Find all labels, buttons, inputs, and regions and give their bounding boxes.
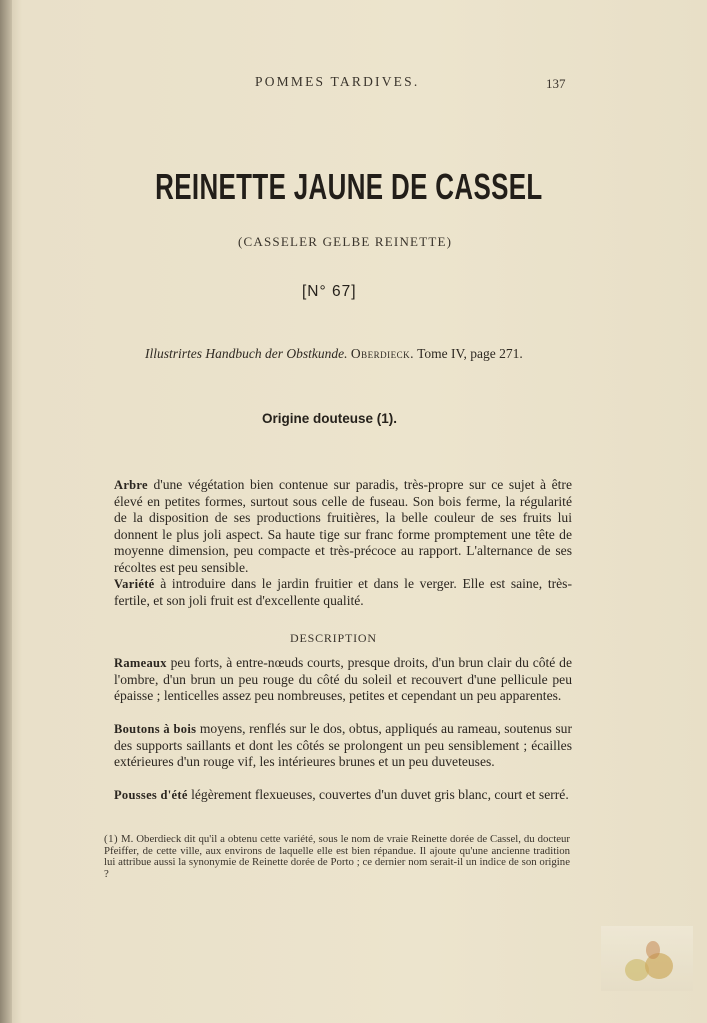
paragraph-lead: Rameaux bbox=[114, 656, 167, 670]
book-spine-shadow bbox=[0, 0, 12, 1023]
paragraph-lead: Variété bbox=[114, 577, 155, 591]
paragraph-lead: Arbre bbox=[114, 478, 148, 492]
apple-thumbnail-icon bbox=[601, 926, 693, 991]
paragraph-variete bbox=[114, 576, 572, 609]
footnote-mark: (1) bbox=[104, 833, 119, 845]
running-head: POMMES TARDIVES. bbox=[255, 74, 420, 89]
footnote-text: M. Oberdieck dit qu'il a obtenu cette variété, sous le nom de vraie Reinette dorée de Cassel, du docteur Pfeiffer, de cette ville, aux environs de laquelle elle est bien répandue. Il ajoute qu'une ancienne tradition lui attribue aussi la synonymie de Reinette dorée de Porto ; ce dernier nom serait-il un indice de son origine ? bbox=[104, 833, 570, 880]
variety-number: [N° 67] bbox=[302, 283, 357, 300]
paragraph-lead: Pousses d'été bbox=[114, 788, 188, 802]
paragraph-rameaux bbox=[114, 655, 572, 705]
paragraph-pousses bbox=[114, 787, 572, 804]
citation bbox=[145, 346, 523, 362]
paragraph-text: d'une végétation bien contenue sur paradis, très-propre sur ce sujet à être élevé en petites formes, surtout sous celle de fuseau. Son bois ferme, la régularité de la disposition de ses productions fruitières, la belle couleur de ses fruits lui donnent le plus joli aspect. Sa haute tige sur franc forme promptement une tête de moyenne dimension, peu compacte et très-précoce au rapport. L'alternance de ses récoltes est peu sensible. bbox=[114, 477, 572, 575]
paragraph-text: à introduire dans le jardin fruitier et dans le verger. Elle est saine, très-fertile, et son joli fruit est d'excellente qualité. bbox=[114, 576, 572, 608]
corner-thumbnail bbox=[601, 926, 693, 991]
description-heading: DESCRIPTION bbox=[290, 631, 377, 645]
page-title: REINETTE JAUNE DE CASSEL bbox=[155, 166, 543, 207]
citation-location: Tome IV, page 271. bbox=[417, 346, 523, 361]
footnote bbox=[104, 834, 570, 880]
paragraph-text: moyens, renflés sur le dos, obtus, appliqués au rameau, soutenus sur des supports saillants et dont les côtés se prolongent un peu sensiblement ; écailles extérieures d'un rouge vif, les intérieures brunes et un peu duveteuses. bbox=[114, 721, 572, 770]
paragraph-text: peu forts, à entre-nœuds courts, presque droits, d'un brun clair du côté de l'ombre, d'un brun un peu rouge du côté du soleil et recouvert d'une pellicule peu épaisse ; lenticelles assez peu nombreuses, petites et cependant un peu apparentes. bbox=[114, 655, 572, 704]
paragraph-lead: Boutons à bois bbox=[114, 722, 197, 736]
origin-line: Origine douteuse (1). bbox=[262, 411, 398, 426]
page-subtitle: (CASSELER GELBE REINETTE) bbox=[238, 234, 453, 249]
page-number: 137 bbox=[546, 76, 566, 91]
citation-work: Illustrirtes Handbuch der Obstkunde. bbox=[145, 346, 348, 361]
paragraph-arbre bbox=[114, 477, 572, 577]
citation-author: Oberdieck. bbox=[350, 346, 414, 361]
paragraph-text: légèrement flexueuses, couvertes d'un duvet gris blanc, court et serré. bbox=[187, 787, 569, 802]
paragraph-boutons bbox=[114, 721, 572, 771]
